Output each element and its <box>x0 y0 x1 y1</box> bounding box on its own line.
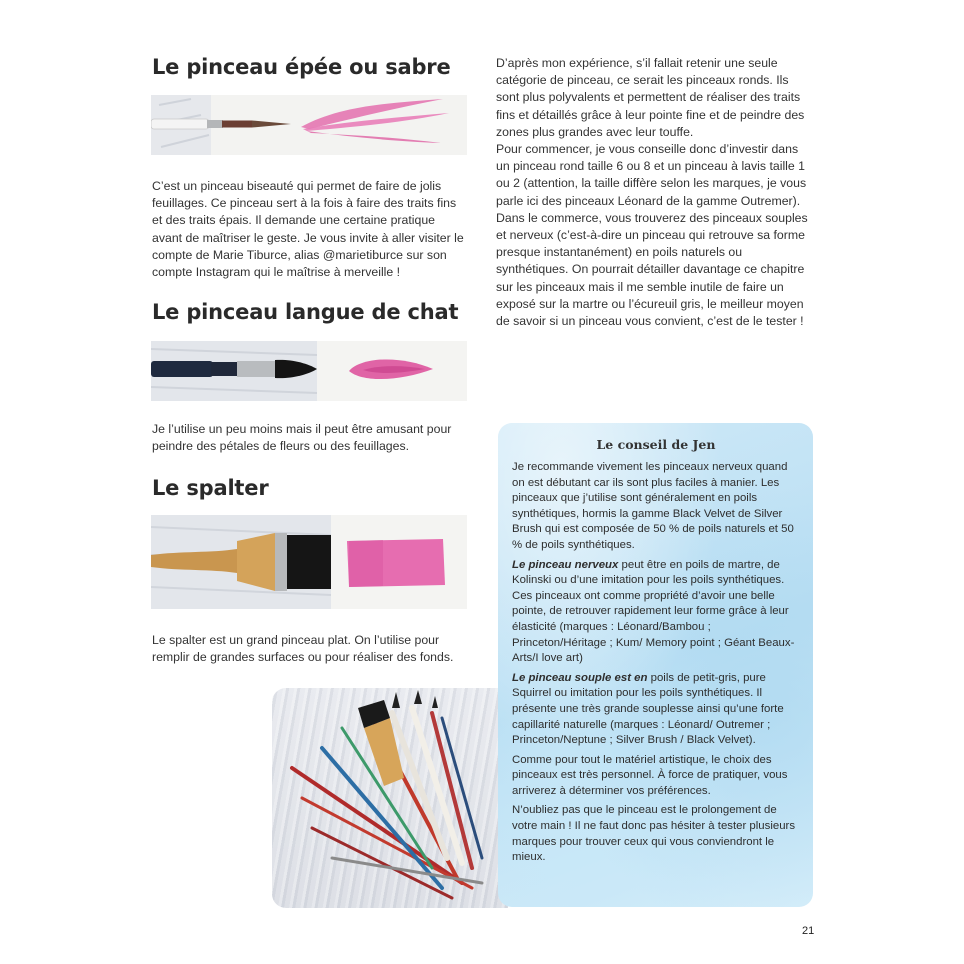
section-heading-cat-tongue-brush: Le pinceau langue de chat <box>152 300 459 324</box>
sword-brush-description: C’est un pinceau biseauté qui permet de faire de jolis feuillages. Ce pinceau sert à la fois à faire des traits fins et des traits épais. Il demande une certaine pratique avant de maîtriser le geste. Je vous invite à aller visiter le compte de Marie Tiburce, alias @marietiburce sur son compte Instagram qui le maîtrise à merveille ! <box>152 179 464 280</box>
cat-tongue-brush-photo <box>151 341 467 401</box>
section-heading-sword-brush: Le pinceau épée ou sabre <box>152 55 451 79</box>
spalter-description: Le spalter est un grand pinceau plat. On l’utilise pour remplir de grandes surfaces ou pour réaliser des fonds. <box>152 633 454 665</box>
right-column-text <box>496 55 814 330</box>
tip-paragraph-1: Je recommande vivement les pinceaux nerveux quand on est débutant car ils sont plus faciles à manier. Les pinceaux que j’utilise sont généralement en poils synthétiques, hormis la gamme Black Velvet de Silver Brush qui est composée de 50 % de poils naturels et 50 % de poils synthétiques. <box>512 461 794 551</box>
tip-box <box>498 423 813 907</box>
tip-term-soft-brush: Le pinceau souple est en <box>512 671 648 684</box>
cat-tongue-brush-description: Je l’utilise un peu moins mais il peut être amusant pour peindre des pétales de fleurs ou des feuillages. <box>152 422 452 454</box>
sword-brush-photo <box>151 95 467 155</box>
page-number: 21 <box>802 925 815 937</box>
tip-term-nervous-brush: Le pinceau nerveux <box>512 558 619 571</box>
right-paragraph-3: Dans le commerce, vous trouverez des pinceaux souples et nerveux (c’est-à-dire un pinceau qui retrouve sa forme presque instantanément) en poils naturels ou synthétiques. On pourrait détailler davantage ce chapitre sur les pinceaux mais il me semble inutile de faire un exposé sur la martre ou l’écureuil gris, le meilleur moyen de savoir si un pinceau vous convient, c’est de le tester ! <box>496 210 808 329</box>
brush-collection-photo <box>272 688 508 908</box>
tip-title: Le conseil de Jen <box>596 437 716 452</box>
tip-paragraph-3: Le pinceau souple est en poils de petit-gris, pure Squirrel ou imitation pour les poils synthétiques. Il présente une très grande souplesse ainsi qu’une forte capillarité naturelle (marques : Léonard/ Outremer ; Princeton/Neptune ; Silver Brush / Black Velvet). <box>512 671 784 747</box>
spalter-brush-photo <box>151 515 467 609</box>
tip-paragraph-5: N’oubliez pas que le pinceau est le prolongement de votre main ! Il ne faut donc pas hésiter à tester plusieurs marques pour trouver ceux qui vous conviendront le mieux. <box>512 804 796 864</box>
tip-body <box>512 460 800 866</box>
right-paragraph-1: D’après mon expérience, s’il fallait retenir une seule catégorie de pinceau, ce serait les pinceaux ronds. Ils sont plus polyvalents et permettent de réaliser des traits fins et détaillés grâce à leur pointe fine et de peindre des zones plus grandes avec leur touffe. <box>496 56 805 139</box>
right-paragraph-2: Pour commencer, je vous conseille donc d’investir dans un pinceau rond taille 6 ou 8 et un pinceau à lavis taille 1 ou 2 (attention, la taille diffère selon les marques, je vous parle ici des pinceaux Léonard de la gamme Outremer). <box>496 142 807 208</box>
tip-paragraph-2: Le pinceau nerveux peut être en poils de martre, de Kolinski ou d’une imitation pour les poils synthétiques. Ces pinceaux ont comme propriété d’avoir une belle pointe, de retrouver rapidement leur forme grâce à leur élasticité (marques : Léonard/Bambou ; Princeton/Héritage ; Kum/ Memory point ; Géant Beaux-Arts/I love art) <box>512 558 795 665</box>
section-heading-spalter: Le spalter <box>152 476 269 500</box>
tip-paragraph-4: Comme pour tout le matériel artistique, le choix des pinceaux est très personnel. À force de pratiquer, vous arriverez à déterminer vos préférences. <box>512 753 788 797</box>
